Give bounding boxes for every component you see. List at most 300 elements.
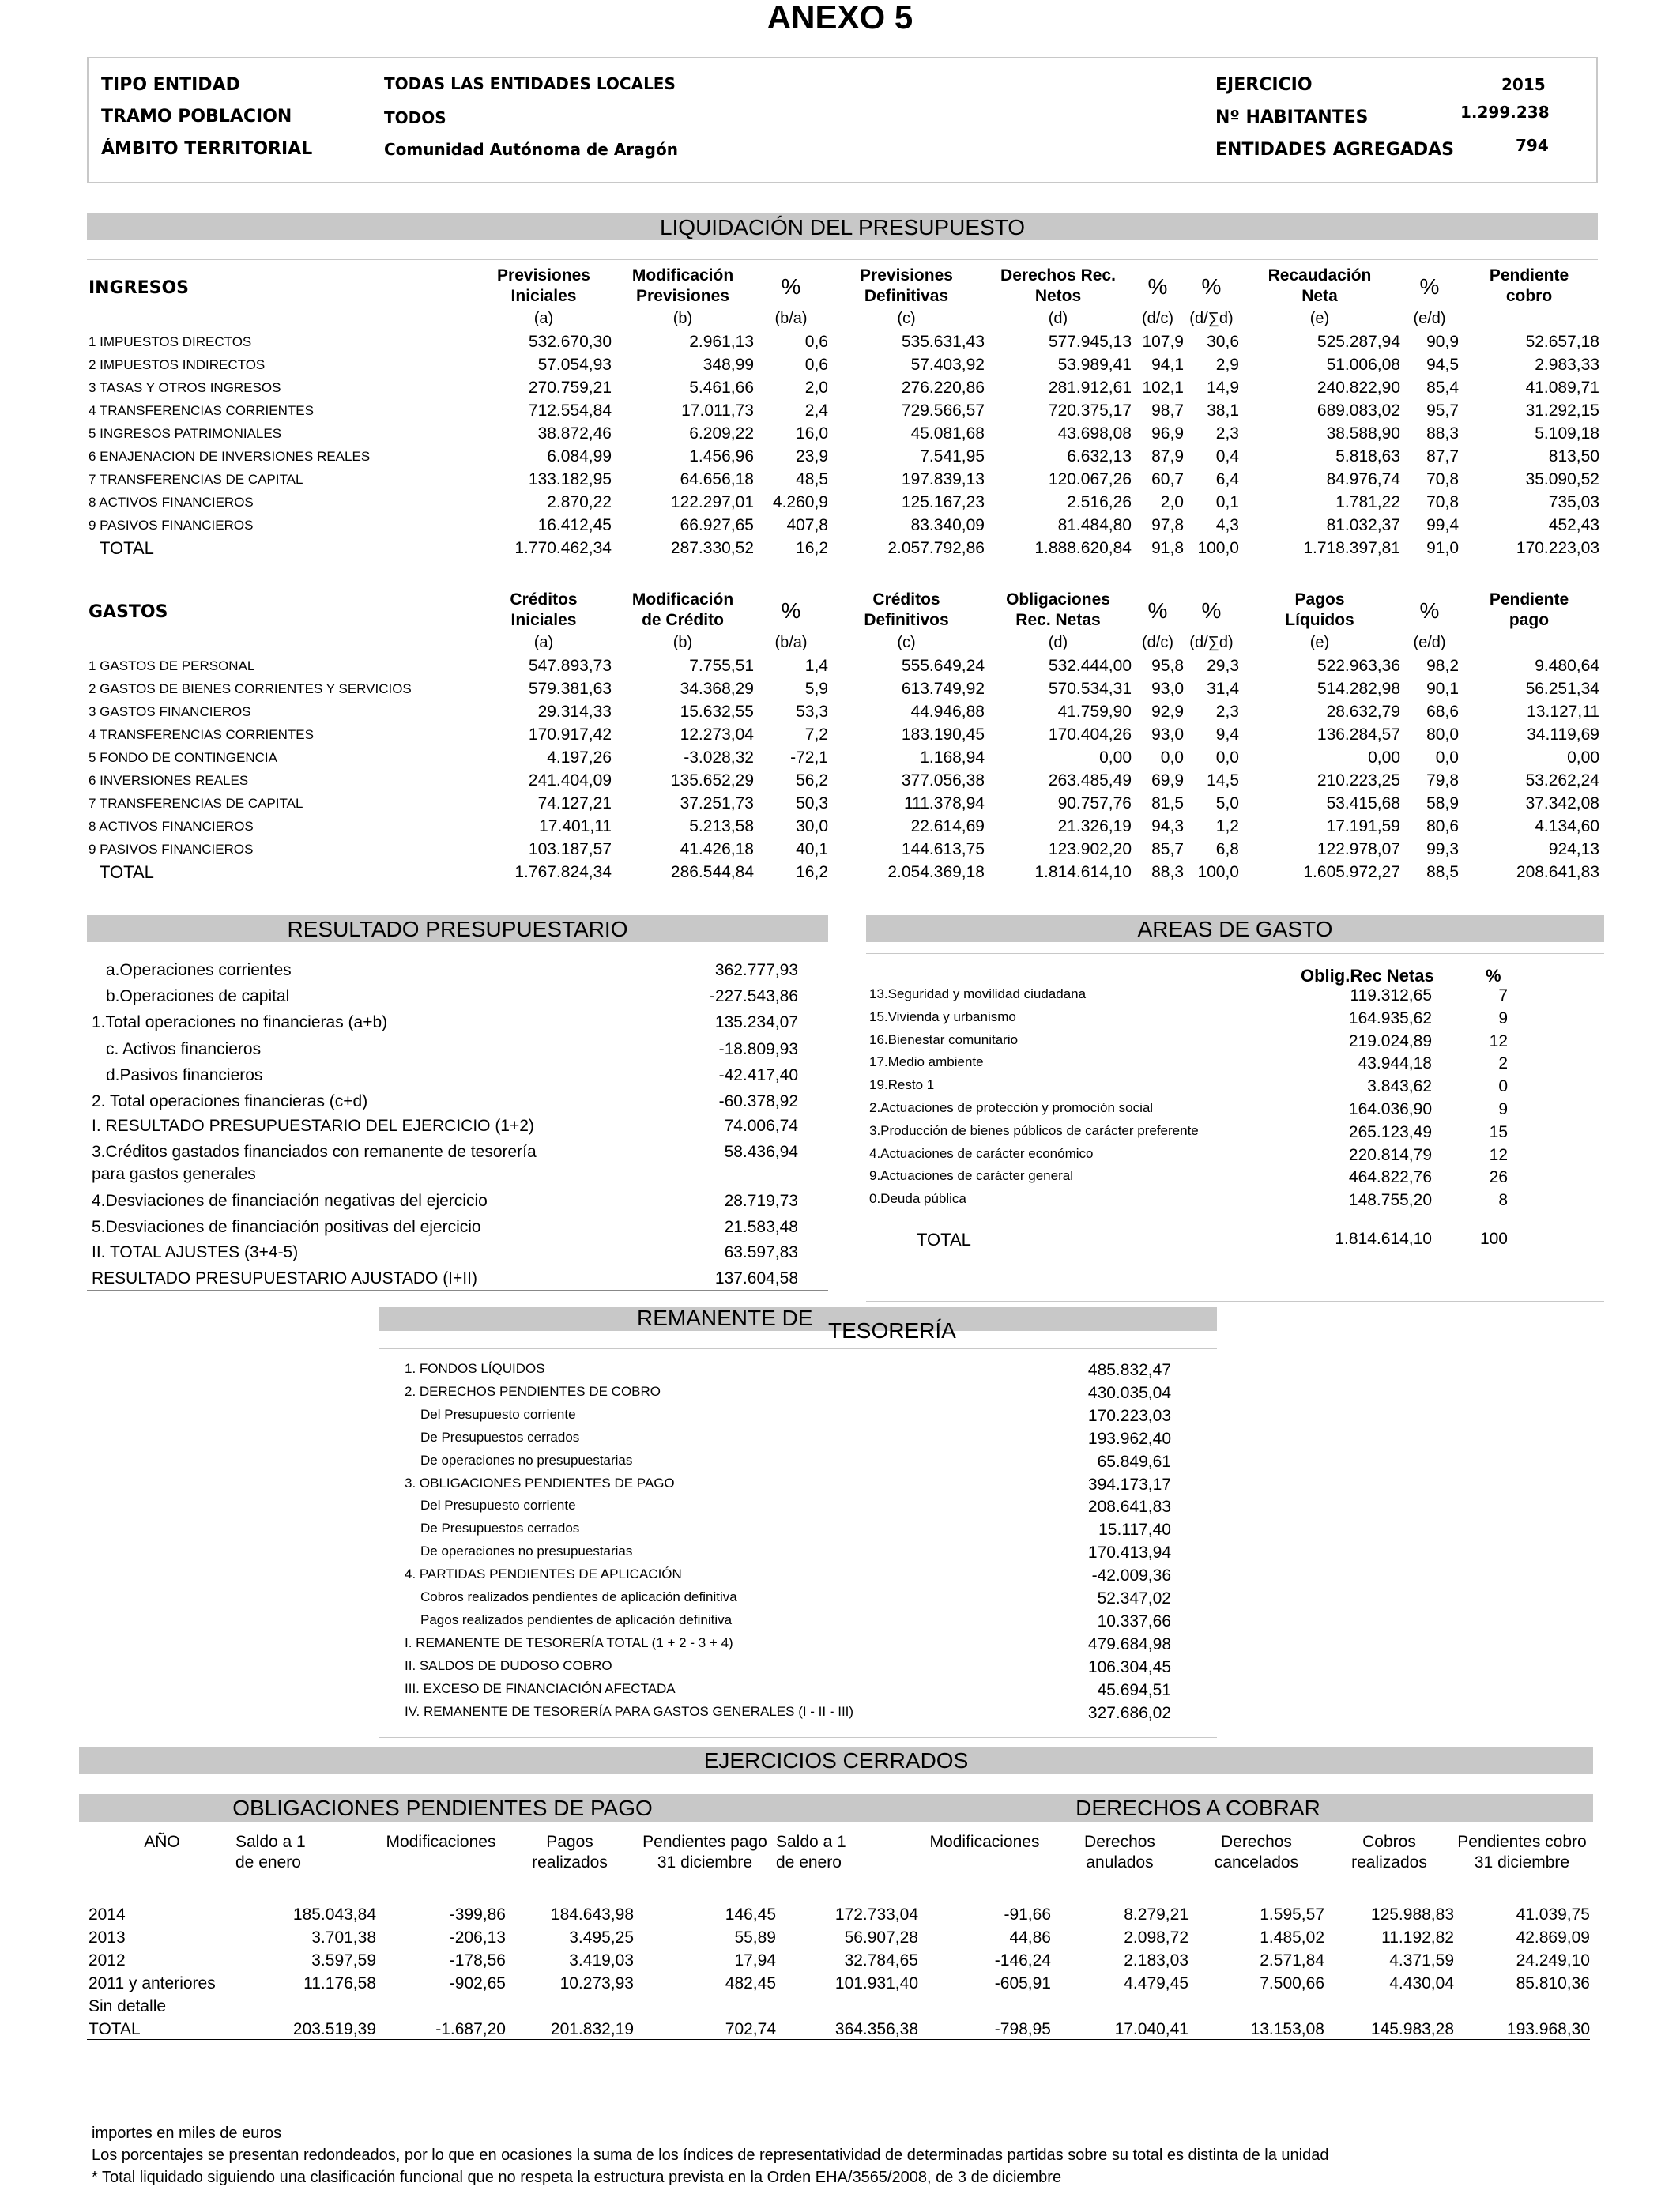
row-value: 183.190,45 (901, 725, 985, 744)
row-label: 9 PASIVOS FINANCIEROS (89, 841, 254, 857)
col-sub: (e) (1309, 309, 1330, 327)
row-value: 87,9 (1151, 447, 1184, 466)
row-value: 535.631,43 (901, 332, 985, 351)
col-header-line1: Pagos (1294, 590, 1345, 609)
row-value: 133.182,95 (528, 469, 612, 488)
col-header-line2: Previsiones (636, 287, 729, 305)
resultado-value: 28.719,73 (724, 1192, 798, 1210)
spacer (89, 307, 476, 330)
row-value: 270.759,21 (528, 378, 612, 397)
row-value: 80,0 (1426, 725, 1459, 744)
resultado-value: -18.809,93 (718, 1040, 798, 1058)
remanente-label: I. REMANENTE DE TESORERÍA TOTAL (1 + 2 - 3 + 4) (405, 1634, 733, 1650)
row-value: 43.698,08 (1057, 424, 1132, 443)
cerrados-row-value: -902,65 (449, 1973, 506, 1992)
tramo-value: TODOS (384, 108, 446, 127)
row-value: 0,6 (804, 332, 828, 351)
gastos-col-header (1459, 590, 1599, 631)
col-header-line1: Previsiones (860, 266, 953, 285)
tipo-label: TIPO ENTIDAD (101, 75, 240, 95)
col-header-line2: de enero (235, 1853, 301, 1872)
col-header-line1: % (1201, 274, 1222, 299)
area-pct: 26 (1489, 1168, 1508, 1187)
row-value: 102,1 (1142, 378, 1184, 397)
gastos-row (89, 746, 1599, 769)
cerrados-row-value: 24.249,10 (1516, 1951, 1590, 1970)
area-value: 164.036,90 (1348, 1100, 1432, 1118)
cerrados-row-value: 8.279,21 (1124, 1905, 1188, 1924)
ingresos-col-header (1184, 266, 1239, 307)
row-value: 613.749,92 (901, 679, 985, 698)
row-value: 85,4 (1426, 378, 1459, 397)
row-value: 813,50 (1548, 447, 1599, 466)
cerrados-row-value: 42.869,09 (1516, 1928, 1590, 1947)
cerrados-row-value: 185.043,84 (292, 1905, 376, 1924)
row-value: 2,9 (1215, 355, 1239, 374)
cerrados-col-header (634, 1832, 776, 1887)
cerrados-row-value: 41.039,75 (1516, 1905, 1590, 1924)
row-value: 16,0 (796, 424, 828, 443)
row-value: 70,8 (1426, 469, 1459, 488)
row-value: 31,4 (1207, 679, 1239, 698)
cerrados-total-value: 193.968,30 (1506, 2020, 1590, 2038)
footer-classification-note: * Total liquidado siguiendo una clasificación funcional que no respeta la estructura prevista en la Orden EHA/3565/2008, de 3 de diciembre (92, 2169, 1062, 2186)
gastos-title: GASTOS (89, 602, 168, 622)
row-value: 5.109,18 (1535, 424, 1599, 443)
areas-total-pct: 100 (1479, 1230, 1508, 1248)
area-pct: 12 (1489, 1031, 1508, 1050)
row-value: 377.056,38 (901, 771, 985, 790)
resultado-label: 1.Total operaciones no financieras (a+b) (92, 1013, 388, 1031)
col-sub: (d/c) (1142, 309, 1173, 327)
row-value: 0,0 (1160, 748, 1184, 767)
row-value: 14,9 (1207, 378, 1239, 397)
ingresos-table (89, 266, 1599, 560)
ambito-value: Comunidad Autónoma de Aragón (384, 140, 678, 159)
area-label: 3.Producción de bienes públicos de carácter preferente (869, 1122, 1199, 1138)
remanente-label: De operaciones no presupuestarias (420, 1544, 633, 1559)
gastos-col-header (985, 590, 1132, 631)
row-value: 525.287,94 (1317, 332, 1400, 351)
cerrados-col-header (89, 1832, 235, 1887)
remanente-value: 106.304,45 (1087, 1657, 1171, 1676)
total-value: 2.054.369,18 (887, 863, 985, 881)
row-value: 94,3 (1151, 816, 1184, 835)
ingresos-row (89, 514, 1599, 537)
row-value: 123.902,20 (1048, 839, 1132, 858)
cerrados-row-value: 146,45 (725, 1905, 776, 1924)
ejercicio-label: EJERCICIO (1215, 75, 1313, 95)
row-value: 2.983,33 (1535, 355, 1599, 374)
row-label: 3 GASTOS FINANCIEROS (89, 703, 251, 719)
cerrados-col-header (235, 1832, 376, 1887)
cerrados-row-value: 44,86 (1009, 1928, 1051, 1947)
row-value: 21.326,19 (1057, 816, 1132, 835)
remanente-value: 327.686,02 (1087, 1703, 1171, 1722)
cerrados-row-value: -146,24 (994, 1951, 1051, 1970)
row-value: 2.870,22 (547, 492, 612, 511)
cerrados-row-value: 3.701,38 (311, 1928, 376, 1947)
row-value: 452,43 (1548, 515, 1599, 534)
remanente-label: De operaciones no presupuestarias (420, 1452, 633, 1468)
row-value: 924,13 (1548, 839, 1599, 858)
row-value: 45.081,68 (910, 424, 985, 443)
row-value: 53,3 (796, 702, 828, 721)
row-value: 170.404,26 (1048, 725, 1132, 744)
row-value: 23,9 (796, 447, 828, 466)
row-value: 93,0 (1151, 725, 1184, 744)
ingresos-row (89, 445, 1599, 468)
ingresos-row (89, 491, 1599, 514)
cerrados-row-value: 3.495,25 (569, 1928, 634, 1947)
total-value: 16,2 (796, 863, 828, 881)
remanente-label: 1. FONDOS LÍQUIDOS (405, 1361, 545, 1376)
row-value: 30,6 (1207, 332, 1239, 351)
row-value: 34.368,29 (680, 679, 754, 698)
area-label: 16.Bienestar comunitario (869, 1031, 1019, 1047)
cerrados-col-header (506, 1832, 634, 1887)
row-value: 98,2 (1426, 656, 1459, 675)
row-value: 64.656,18 (680, 469, 754, 488)
row-value: 57.403,92 (910, 355, 985, 374)
row-label: 9 PASIVOS FINANCIEROS (89, 517, 254, 533)
cerrados-total-value: 364.356,38 (834, 2020, 918, 2038)
row-value: 0,00 (1368, 748, 1400, 767)
area-label: 13.Seguridad y movilidad ciudadana (869, 986, 1087, 1001)
ingresos-row (89, 399, 1599, 422)
total-value: 16,2 (796, 539, 828, 557)
ingresos-col-header (612, 266, 754, 307)
page-title: ANEXO 5 (767, 0, 913, 36)
col-sub: (b) (672, 633, 693, 651)
cerrados-row-value: 17,94 (734, 1951, 776, 1970)
gastos-total-row (89, 861, 1599, 884)
areas-total-label: TOTAL (917, 1230, 971, 1250)
row-value: 41.759,90 (1057, 702, 1132, 721)
row-value: 84.976,74 (1326, 469, 1400, 488)
total-value: 100,0 (1197, 863, 1239, 881)
row-value: 17.011,73 (681, 401, 754, 420)
cerrados-header-row (89, 1832, 1590, 1887)
areas-col-oblig: Oblig.Rec Netas (1301, 966, 1434, 986)
remanente-value: 430.035,04 (1087, 1383, 1171, 1402)
area-value: 219.024,89 (1348, 1031, 1432, 1050)
cerrados-row-value: 55,89 (734, 1928, 776, 1947)
total-label: TOTAL (100, 538, 154, 558)
gastos-row (89, 838, 1599, 861)
area-value: 464.822,76 (1348, 1168, 1432, 1187)
area-value: 220.814,79 (1348, 1145, 1432, 1164)
row-value: 4.260,9 (772, 492, 828, 511)
row-value: 4.134,60 (1535, 816, 1599, 835)
col-header-line1: Obligaciones (1006, 590, 1110, 609)
cerrados-col-header (1188, 1832, 1324, 1887)
remanente-band-title-b: TESORERÍA (828, 1318, 956, 1343)
gastos-col-header (1400, 590, 1459, 631)
row-label: 2 IMPUESTOS INDIRECTOS (89, 356, 266, 372)
col-header-line1: Cobros (1362, 1833, 1416, 1851)
row-label: 6 ENAJENACION DE INVERSIONES REALES (89, 448, 371, 464)
gastos-col-header (612, 590, 754, 631)
ingresos-col-header (985, 266, 1132, 307)
row-value: 111.378,94 (904, 794, 985, 812)
row-value: 29,3 (1207, 656, 1239, 675)
cerrados-total-value: 203.519,39 (292, 2020, 376, 2038)
row-value: 56,2 (796, 771, 828, 790)
col-header-line1: Modificaciones (929, 1833, 1040, 1851)
resultado-label: 3.Créditos gastados financiados con remanente de tesorería (92, 1143, 537, 1161)
cerrados-row (89, 1949, 1590, 1972)
oblig-band: OBLIGACIONES PENDIENTES DE PAGO (79, 1794, 806, 1821)
cerrados-row-value: 11.176,58 (303, 1973, 376, 1992)
row-value: 103.187,57 (528, 839, 612, 858)
habitantes-value: 1.299.238 (1460, 103, 1550, 122)
row-value: 35.090,52 (1525, 469, 1599, 488)
col-header-line2: de enero (776, 1853, 842, 1872)
gastos-col-header (828, 590, 985, 631)
row-value: 99,3 (1426, 839, 1459, 858)
col-header-line2: cobro (1505, 287, 1553, 305)
col-sub: (d/∑d) (1189, 309, 1234, 327)
col-header-line2: realizados (1351, 1853, 1427, 1872)
col-header-line2: Rec. Netas (1015, 611, 1101, 629)
row-value: 0,4 (1215, 447, 1239, 466)
remanente-label: Cobros realizados pendientes de aplicación definitiva (420, 1589, 737, 1604)
cerrados-row-label: 2011 y anteriores (89, 1973, 216, 1992)
area-label: 9.Actuaciones de carácter general (869, 1168, 1073, 1184)
col-header-line1: % (1419, 274, 1440, 299)
row-value: 17.401,11 (539, 816, 612, 835)
resultado-value: 135.234,07 (714, 1013, 798, 1031)
cerrados-row-value: 56.907,28 (844, 1928, 918, 1947)
row-value: 53.415,68 (1326, 794, 1400, 812)
row-value: 85,7 (1151, 839, 1184, 858)
remanente-label: Del Presupuesto corriente (420, 1406, 576, 1422)
gastos-table (89, 590, 1599, 884)
col-sub: (e) (1309, 633, 1330, 651)
resultado-label: a.Operaciones corrientes (106, 961, 292, 979)
row-value: 5.213,58 (689, 816, 754, 835)
col-header-line1: Modificación (631, 590, 734, 609)
entidades-value: 794 (1516, 136, 1549, 155)
row-value: 81,5 (1151, 794, 1184, 812)
row-label: 5 INGRESOS PATRIMONIALES (89, 425, 282, 441)
row-value: 52.657,18 (1525, 332, 1599, 351)
row-value: 2,4 (804, 401, 828, 420)
footer-units: importes en miles de euros (92, 2124, 282, 2142)
area-pct: 15 (1489, 1122, 1508, 1141)
row-value: 547.893,73 (528, 656, 612, 675)
divider (866, 953, 1604, 954)
divider (87, 2039, 1590, 2040)
row-value: 30,0 (796, 816, 828, 835)
cerrados-col-header (1051, 1832, 1188, 1887)
row-value: 555.649,24 (901, 656, 985, 675)
row-value: 41.426,18 (680, 839, 754, 858)
row-value: 74.127,21 (537, 794, 612, 812)
area-pct: 8 (1498, 1191, 1508, 1210)
col-sub: (e/d) (1413, 309, 1446, 327)
col-header-line2: Neta (1301, 287, 1338, 305)
row-value: 93,0 (1151, 679, 1184, 698)
entidades-label: ENTIDADES AGREGADAS (1215, 140, 1454, 160)
ingresos-title: INGRESOS (89, 278, 190, 298)
row-value: 6.209,22 (689, 424, 754, 443)
row-value: 95,8 (1151, 656, 1184, 675)
remanente-label: 2. DERECHOS PENDIENTES DE COBRO (405, 1383, 661, 1399)
row-value: 5,0 (1215, 794, 1239, 812)
cerrados-row-value: 3.597,59 (311, 1951, 376, 1970)
resultado-value: -227.543,86 (709, 987, 798, 1005)
remanente-band-title-a: REMANENTE DE (637, 1306, 813, 1330)
row-value: 2,0 (804, 378, 828, 397)
area-label: 4.Actuaciones de carácter económico (869, 1145, 1094, 1161)
resultado-value: 58.436,94 (724, 1143, 798, 1161)
total-value: 170.223,03 (1516, 539, 1599, 557)
areas-band: AREAS DE GASTO (866, 915, 1604, 942)
col-header-line1: % (781, 598, 801, 623)
resultado-label: II. TOTAL AJUSTES (3+4-5) (92, 1243, 299, 1261)
row-value: 96,9 (1151, 424, 1184, 443)
row-value: 7.755,51 (689, 656, 754, 675)
ingresos-row (89, 330, 1599, 353)
cerrados-row (89, 1926, 1590, 1949)
header-box (87, 57, 1598, 183)
cerrados-row-value: 3.419,03 (569, 1951, 634, 1970)
area-value: 164.935,62 (1348, 1008, 1432, 1027)
cerrados-row-value: -91,66 (1004, 1905, 1051, 1924)
resultado-value: -42.417,40 (718, 1066, 798, 1084)
row-value: 38.872,46 (537, 424, 612, 443)
remanente-value: 208.641,83 (1087, 1498, 1171, 1517)
cerrados-row-value (918, 1995, 1051, 2018)
row-value: 120.067,26 (1048, 469, 1132, 488)
area-pct: 0 (1498, 1077, 1508, 1096)
total-label: TOTAL (100, 862, 154, 882)
divider (87, 1290, 828, 1291)
ingresos-row (89, 422, 1599, 445)
row-value: 53.989,41 (1057, 355, 1132, 374)
cerrados-row-value: -605,91 (994, 1973, 1051, 1992)
total-value: 1.770.462,34 (514, 539, 612, 557)
divider (87, 259, 1598, 260)
area-pct: 9 (1498, 1100, 1508, 1118)
row-value: 514.282,98 (1317, 679, 1400, 698)
col-header-line1: Créditos (510, 590, 578, 609)
row-value: 2,3 (1215, 702, 1239, 721)
row-value: 28.632,79 (1326, 702, 1400, 721)
area-label: 15.Vivienda y urbanismo (869, 1008, 1016, 1024)
total-value: 88,5 (1426, 863, 1459, 881)
row-value: 0,00 (1099, 748, 1132, 767)
tipo-value: TODAS LAS ENTIDADES LOCALES (384, 74, 676, 93)
row-value: 1.781,22 (1335, 492, 1400, 511)
gastos-header-row (89, 590, 1599, 631)
cerrados-row-value: 101.931,40 (834, 1973, 918, 1992)
col-sub: (b) (672, 309, 693, 327)
col-header-line1: Pendientes cobro (1457, 1833, 1587, 1851)
cerrados-row-value: 1.485,02 (1260, 1928, 1324, 1947)
gastos-row (89, 815, 1599, 838)
row-value: 729.566,57 (901, 401, 985, 420)
row-value: 0,1 (1215, 492, 1239, 511)
col-sub (1459, 631, 1599, 654)
row-value: 80,6 (1426, 816, 1459, 835)
row-value: 0,0 (1435, 748, 1459, 767)
row-value: 7,2 (804, 725, 828, 744)
col-header-line1: Derechos (1221, 1833, 1292, 1851)
row-value: 16.412,45 (537, 515, 612, 534)
row-value: 87,7 (1426, 447, 1459, 466)
ambito-label: ÁMBITO TERRITORIAL (101, 139, 313, 159)
row-value: 22.614,69 (910, 816, 985, 835)
row-value: 97,8 (1151, 515, 1184, 534)
ingresos-sub-row (89, 307, 1599, 330)
row-value: 107,9 (1142, 332, 1184, 351)
resultado-label: 5.Desviaciones de financiación positivas del ejercicio (92, 1218, 481, 1236)
cerrados-total-value: 201.832,19 (550, 2020, 634, 2038)
cerrados-row-label: 2012 (89, 1951, 126, 1970)
cerrados-row-value (776, 1995, 918, 2018)
row-value: 281.912,61 (1048, 378, 1132, 397)
col-header-line1: Modificación (631, 266, 734, 285)
resultado-label: 4.Desviaciones de financiación negativas del ejercicio (92, 1192, 488, 1210)
col-sub: (b/a) (774, 633, 808, 651)
cerrados-row-label: 2014 (89, 1905, 126, 1924)
col-header-line1: Pendientes pago (642, 1833, 767, 1851)
row-value: 69,9 (1151, 771, 1184, 790)
cerrados-total-row (89, 2018, 1590, 2041)
area-value: 265.123,49 (1348, 1122, 1432, 1141)
ingresos-total-row (89, 537, 1599, 560)
row-value: 689.083,02 (1317, 401, 1400, 420)
row-value: 532.670,30 (528, 332, 612, 351)
habitantes-label: Nº HABITANTES (1215, 107, 1369, 127)
cerrados-total-label: TOTAL (89, 2020, 141, 2038)
col-header-line1: AÑO (144, 1833, 180, 1851)
resultado-label: RESULTADO PRESUPUESTARIO AJUSTADO (I+II) (92, 1269, 477, 1287)
row-value: 58,9 (1426, 794, 1459, 812)
col-header-line2: 31 diciembre (657, 1853, 753, 1872)
resultado-value: -60.378,92 (718, 1092, 798, 1110)
row-value: 90,1 (1426, 679, 1459, 698)
col-header-line2: Iniciales (510, 287, 577, 305)
row-value: 210.223,25 (1317, 771, 1400, 790)
total-value: 1.767.824,34 (514, 863, 612, 881)
row-value: 579.381,63 (528, 679, 612, 698)
remanente-label: De Presupuestos cerrados (420, 1429, 580, 1445)
col-header-line1: % (781, 274, 801, 299)
col-header-line1: Derechos (1084, 1833, 1155, 1851)
remanente-label: Del Presupuesto corriente (420, 1498, 576, 1514)
row-label: 7 TRANSFERENCIAS DE CAPITAL (89, 795, 303, 811)
row-value: 522.963,36 (1317, 656, 1400, 675)
cerrados-row-value: 184.643,98 (550, 1905, 634, 1924)
tramo-label: TRAMO POBLACION (101, 107, 292, 126)
derechos-band: DERECHOS A COBRAR (803, 1794, 1593, 1821)
col-header-line1: Previsiones (497, 266, 590, 285)
row-value: 95,7 (1426, 401, 1459, 420)
row-value: 90,9 (1426, 332, 1459, 351)
col-header-line1: % (1147, 274, 1168, 299)
row-value: 2.516,26 (1067, 492, 1132, 511)
row-value: 6,8 (1215, 839, 1239, 858)
row-value: 6,4 (1215, 469, 1239, 488)
gastos-row (89, 792, 1599, 815)
spacer (89, 631, 476, 654)
area-value: 119.312,65 (1350, 986, 1432, 1005)
row-value: 0,00 (1567, 748, 1599, 767)
